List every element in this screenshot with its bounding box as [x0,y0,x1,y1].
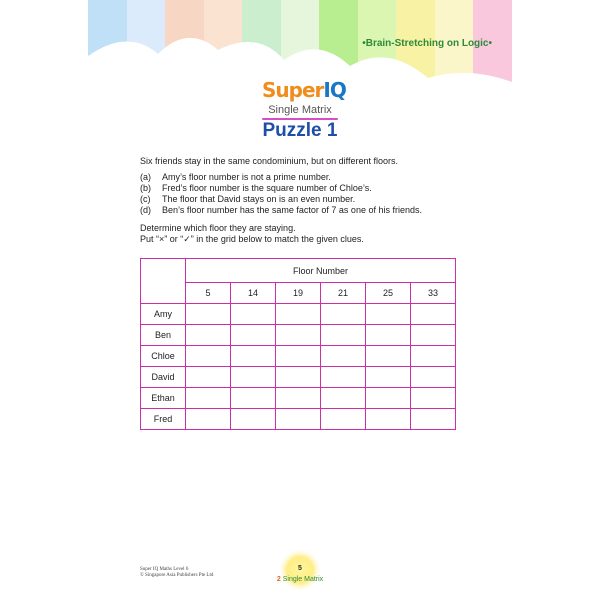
logic-grid [140,258,456,430]
grid-cell[interactable] [321,367,366,388]
floor-header: 33 [411,283,456,304]
clue-letter: (d) [140,205,151,215]
clue-text: Ben’s floor number has the same factor of 7 as one of his friends. [162,205,422,215]
grid-row-chloe [141,346,456,367]
intro-text: Six friends stay in the same condominium, but on different floors. [140,156,398,166]
grid-cell[interactable] [411,367,456,388]
grid-cell[interactable] [321,304,366,325]
grid-cell[interactable] [366,388,411,409]
grid-cell[interactable] [276,409,321,430]
grid-row-ben [141,325,456,346]
grid-cell[interactable] [231,388,276,409]
footer-copyright: © Singapore Asia Publishers Pte Ltd [140,573,214,578]
clue-text: The floor that David stays on is an even number. [162,194,356,204]
page-number: 5 [298,565,302,572]
grid-row-ethan [141,388,456,409]
footer-section [0,576,600,583]
grid-cell[interactable] [321,409,366,430]
section-number: 2 [276,576,281,583]
grid-row-fred [141,409,456,430]
grid-cell[interactable] [366,367,411,388]
section-name: Single Matrix [282,576,324,583]
instructions [140,223,470,245]
grid-cell[interactable] [411,409,456,430]
clue-letter: (c) [140,194,151,204]
floor-header: 14 [231,283,276,304]
clue-text: Fred’s floor number is the square number of Chloe’s. [162,183,372,193]
grid-corner [141,259,186,304]
clue-text: Amy’s floor number is not a prime number. [162,172,331,182]
grid-cell[interactable] [321,346,366,367]
grid-cell[interactable] [276,367,321,388]
subtitle: Single Matrix [268,104,332,116]
instruction-line: Put “×” or “✓” in the grid below to match the given clues. [140,234,364,244]
grid-row-amy [141,304,456,325]
grid-cell[interactable] [366,325,411,346]
grid-cell[interactable] [276,346,321,367]
clue-list [140,172,470,216]
clue-item [140,183,470,194]
grid-cell[interactable] [411,325,456,346]
grid-cell[interactable] [186,388,231,409]
grid-cell[interactable] [231,409,276,430]
grid-cell[interactable] [231,304,276,325]
grid-cell[interactable] [186,367,231,388]
floor-header: 21 [321,283,366,304]
grid-cell[interactable] [276,304,321,325]
grid-cell[interactable] [186,304,231,325]
clue-item [140,194,470,205]
friend-name: David [141,367,186,388]
grid-cell[interactable] [366,304,411,325]
friend-name: Ben [141,325,186,346]
friend-name: Fred [141,409,186,430]
instruction-line: Determine which floor they are staying. [140,223,296,233]
grid-cell[interactable] [231,346,276,367]
grid-cell[interactable] [411,388,456,409]
footer-series: Super IQ Maths Level 6 [140,567,189,572]
grid-cell[interactable] [321,325,366,346]
clue-item [140,205,470,216]
grid-header-floor-number: Floor Number [186,259,456,283]
floor-header: 25 [366,283,411,304]
grid-cell[interactable] [411,304,456,325]
grid-cell[interactable] [366,409,411,430]
grid-cell[interactable] [276,325,321,346]
grid-cell[interactable] [366,346,411,367]
logo-super-text: Super [262,78,324,102]
grid-row-david [141,367,456,388]
clue-item [140,172,470,183]
super-iq-logo [262,78,346,104]
logo-iq-text: IQ [323,78,346,102]
grid-cell[interactable] [411,346,456,367]
grid-cell[interactable] [186,346,231,367]
page-title: Puzzle 1 [262,120,338,141]
grid-cell[interactable] [186,325,231,346]
grid-cell[interactable] [231,325,276,346]
grid-cell[interactable] [276,388,321,409]
floor-header: 5 [186,283,231,304]
friend-name: Chloe [141,346,186,367]
clue-letter: (a) [140,172,151,182]
friend-name: Ethan [141,388,186,409]
clue-letter: (b) [140,183,151,193]
tagline: •Brain-Stretching on Logic• [362,38,492,49]
floor-header: 19 [276,283,321,304]
friend-name: Amy [141,304,186,325]
grid-cell[interactable] [186,409,231,430]
grid-cell[interactable] [231,367,276,388]
grid-cell[interactable] [321,388,366,409]
